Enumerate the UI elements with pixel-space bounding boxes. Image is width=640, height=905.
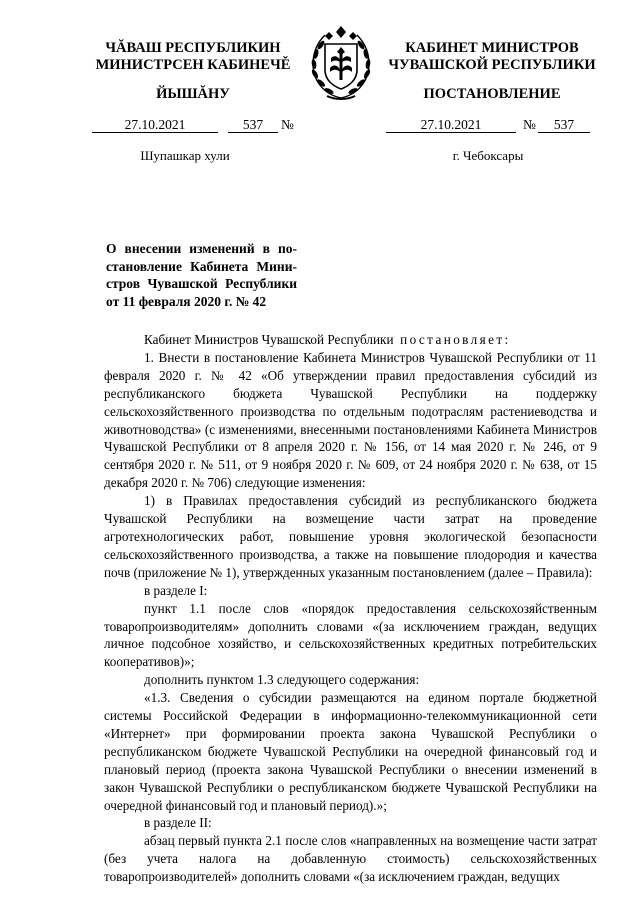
paragraph: в разделе II: — [144, 815, 212, 831]
place-right: г. Чебоксары — [452, 148, 524, 163]
left-header-line1: ЧĂВАШ РЕСПУБЛИКИН — [105, 40, 281, 56]
left-header — [88, 40, 298, 74]
left-number: 537 — [242, 117, 264, 132]
right-number: 537 — [553, 117, 575, 132]
right-number-sign: № — [523, 117, 536, 132]
right-date: 27.10.2021 — [420, 117, 482, 132]
document-subject — [106, 240, 297, 310]
paragraph: 1. Внести в постановление Кабинета Министров Чувашской Республики от 11 февраля 2020 г. № 42 «Об утверждении правил предоставления субсидий из республиканского бюджета Чувашской Республики на поддержку сельскохозяйственного производства по отдельным подотраслям растениеводства и животноводства» (с изменениями, внесенными постановлениями Кабинета Министров Чувашской Республики от 8 апреля 2020 г. № 156, от 14 мая 2020 г. № 246, от 9 сентября 2020 г. № 511, от 9 ноября 2020 г. № 609, от 24 ноября 2020 г. № 638, от 15 декабря 2020 г. № 706) следующие изменения: — [104, 349, 597, 491]
paragraph: в разделе I: — [144, 582, 208, 598]
subject-line: становление Кабинета Мини- — [106, 258, 297, 274]
document-body — [104, 331, 597, 886]
intro-paragraph — [104, 331, 597, 349]
left-doc-type: ЙЫШĂНУ — [156, 86, 230, 102]
paragraph: абзац первый пункта 2.1 после слов «направленных на возмещение части затрат (без учета налога на добавленную стоимость) сельскохозяйственных товаропроизводителей» дополнить словами «(за исключением граждан, ведущих — [104, 833, 597, 885]
right-header-line2: ЧУВАШСКОЙ РЕСПУБЛИКИ — [388, 57, 596, 73]
intro-spaced: постановляет: — [400, 332, 511, 347]
subject-line: О внесении изменений в по- — [106, 241, 297, 256]
paragraph: «1.3. Сведения о субсидии размещаются на едином портале бюджетной системы Российской Федерации в информационно-телекоммуникационной сети «Интернет» при формировании проекта закона Чувашской Республики о республиканском бюджете Чувашской Республики на очередной финансовый год и плановый период (проекта закона Чувашской Республики о внесении изменений в закон Чувашской Республики о республиканском бюджете Чувашской Республики на очередной финансовый год и плановый период).»; — [104, 690, 597, 813]
right-doc-type: ПОСТАНОВЛЕНИЕ — [423, 86, 561, 102]
right-header — [382, 40, 602, 74]
left-number-sign: № — [281, 117, 294, 132]
paragraph: пункт 1.1 после слов «порядок предоставления сельскохозяйственным товаропроизводителям» дополнить словами «(за исключением граждан, ведущих личное подсобное хозяйство, и сельскохозяйственных кредитных потребительских кооперативов)»; — [104, 600, 597, 670]
right-header-line1: КАБИНЕТ МИНИСТРОВ — [405, 40, 579, 56]
left-header-line2: МИНИСТРСЕН КАБИНЕЧĚ — [95, 57, 291, 73]
place-left: Шупашкар хули — [140, 148, 230, 163]
chuvash-republic-emblem-icon — [301, 22, 381, 104]
left-date: 27.10.2021 — [124, 117, 186, 132]
intro-prefix: Кабинет Министров Чувашской Республики — [144, 332, 394, 347]
paragraph: дополнить пунктом 1.3 следующего содержания: — [144, 672, 420, 688]
paragraph: 1) в Правилах предоставления субсидий из республиканского бюджета Чувашской Республики на возмещение части затрат на проведение агротехнологических работ, повышение уровня экологической безопасности сельскохозяйственного производства, а также на повышение плодородия и качества почв (приложение № 1), утвержденных указанным постановлением (далее – Правила): — [104, 493, 597, 580]
subject-line: стров Чувашской Республики — [106, 276, 297, 291]
subject-line: от 11 февраля 2020 г. № 42 — [106, 293, 267, 309]
